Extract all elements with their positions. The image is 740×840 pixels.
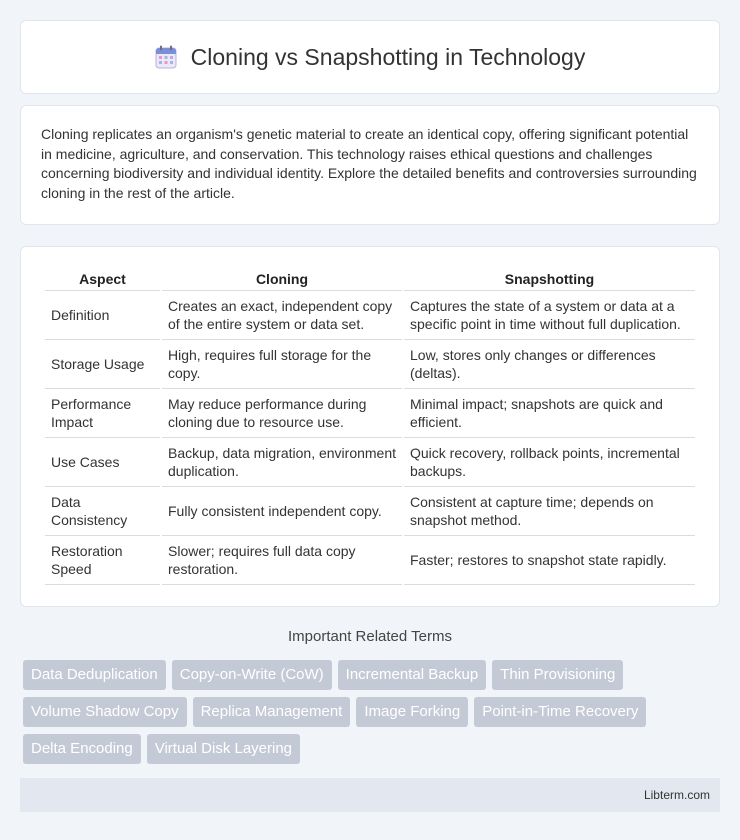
table-cell-cloning: High, requires full storage for the copy. [162, 340, 402, 389]
table-row [45, 438, 695, 487]
table-cell-aspect: Restoration Speed [45, 536, 160, 585]
table-row [45, 389, 695, 438]
table-row [45, 536, 695, 585]
table-row [45, 340, 695, 389]
table-cell-cloning: Fully consistent independent copy. [162, 487, 402, 536]
page-footer [20, 778, 720, 812]
table-cell-snapshotting: Captures the state of a system or data at a specific point in time without full duplication. [404, 291, 695, 340]
column-header-aspect: Aspect [45, 267, 160, 291]
table-row [45, 291, 695, 340]
table-cell-snapshotting: Minimal impact; snapshots are quick and efficient. [404, 389, 695, 438]
comparison-table [43, 267, 697, 585]
related-terms-title: Important Related Terms [288, 628, 452, 645]
table-cell-cloning: Backup, data migration, environment duplication. [162, 438, 402, 487]
table-row [45, 487, 695, 536]
table-cell-snapshotting: Quick recovery, rollback points, incremental backups. [404, 438, 695, 487]
related-terms-tags [20, 660, 720, 764]
intro-section [20, 105, 720, 225]
table-cell-cloning: May reduce performance during cloning due to resource use. [162, 389, 402, 438]
table-cell-aspect: Performance Impact [45, 389, 160, 438]
tag-copy-on-write[interactable]: Copy-on-Write (CoW) [172, 660, 332, 690]
tag-thin-provisioning[interactable]: Thin Provisioning [492, 660, 623, 690]
page-header [20, 20, 720, 94]
table-cell-cloning: Creates an exact, independent copy of the entire system or data set. [162, 291, 402, 340]
table-cell-snapshotting: Faster; restores to snapshot state rapidly. [404, 536, 695, 585]
table-cell-cloning: Slower; requires full data copy restoration. [162, 536, 402, 585]
table-cell-snapshotting: Low, stores only changes or differences (deltas). [404, 340, 695, 389]
tag-incremental-backup[interactable]: Incremental Backup [338, 660, 487, 690]
table-cell-aspect: Use Cases [45, 438, 160, 487]
tag-data-deduplication[interactable]: Data Deduplication [23, 660, 166, 690]
related-terms-section [20, 628, 720, 764]
table-header-row [45, 267, 695, 291]
column-header-snapshotting: Snapshotting [404, 267, 695, 291]
tag-volume-shadow-copy[interactable]: Volume Shadow Copy [23, 697, 187, 727]
intro-text: Cloning replicates an organism's genetic material to create an identical copy, offering significant potential in medicine, agriculture, and conservation. This technology raises ethical questions and challenges concerning biodiversity and individual identity. Explore the detailed benefits and controversies surrounding cloning in the rest of the article. [41, 126, 697, 201]
table-cell-aspect: Definition [45, 291, 160, 340]
tag-image-forking[interactable]: Image Forking [356, 697, 468, 727]
tag-replica-management[interactable]: Replica Management [193, 697, 351, 727]
tag-point-in-time-recovery[interactable]: Point-in-Time Recovery [474, 697, 646, 727]
page-title: Cloning vs Snapshotting in Technology [190, 43, 586, 70]
footer-site-link[interactable]: Libterm.com [643, 788, 710, 802]
calendar-icon [155, 45, 177, 69]
table-cell-aspect: Data Consistency [45, 487, 160, 536]
comparison-table-card [20, 246, 720, 607]
tag-virtual-disk-layering[interactable]: Virtual Disk Layering [147, 734, 300, 764]
table-cell-snapshotting: Consistent at capture time; depends on snapshot method. [404, 487, 695, 536]
tag-delta-encoding[interactable]: Delta Encoding [23, 734, 141, 764]
table-cell-aspect: Storage Usage [45, 340, 160, 389]
column-header-cloning: Cloning [162, 267, 402, 291]
